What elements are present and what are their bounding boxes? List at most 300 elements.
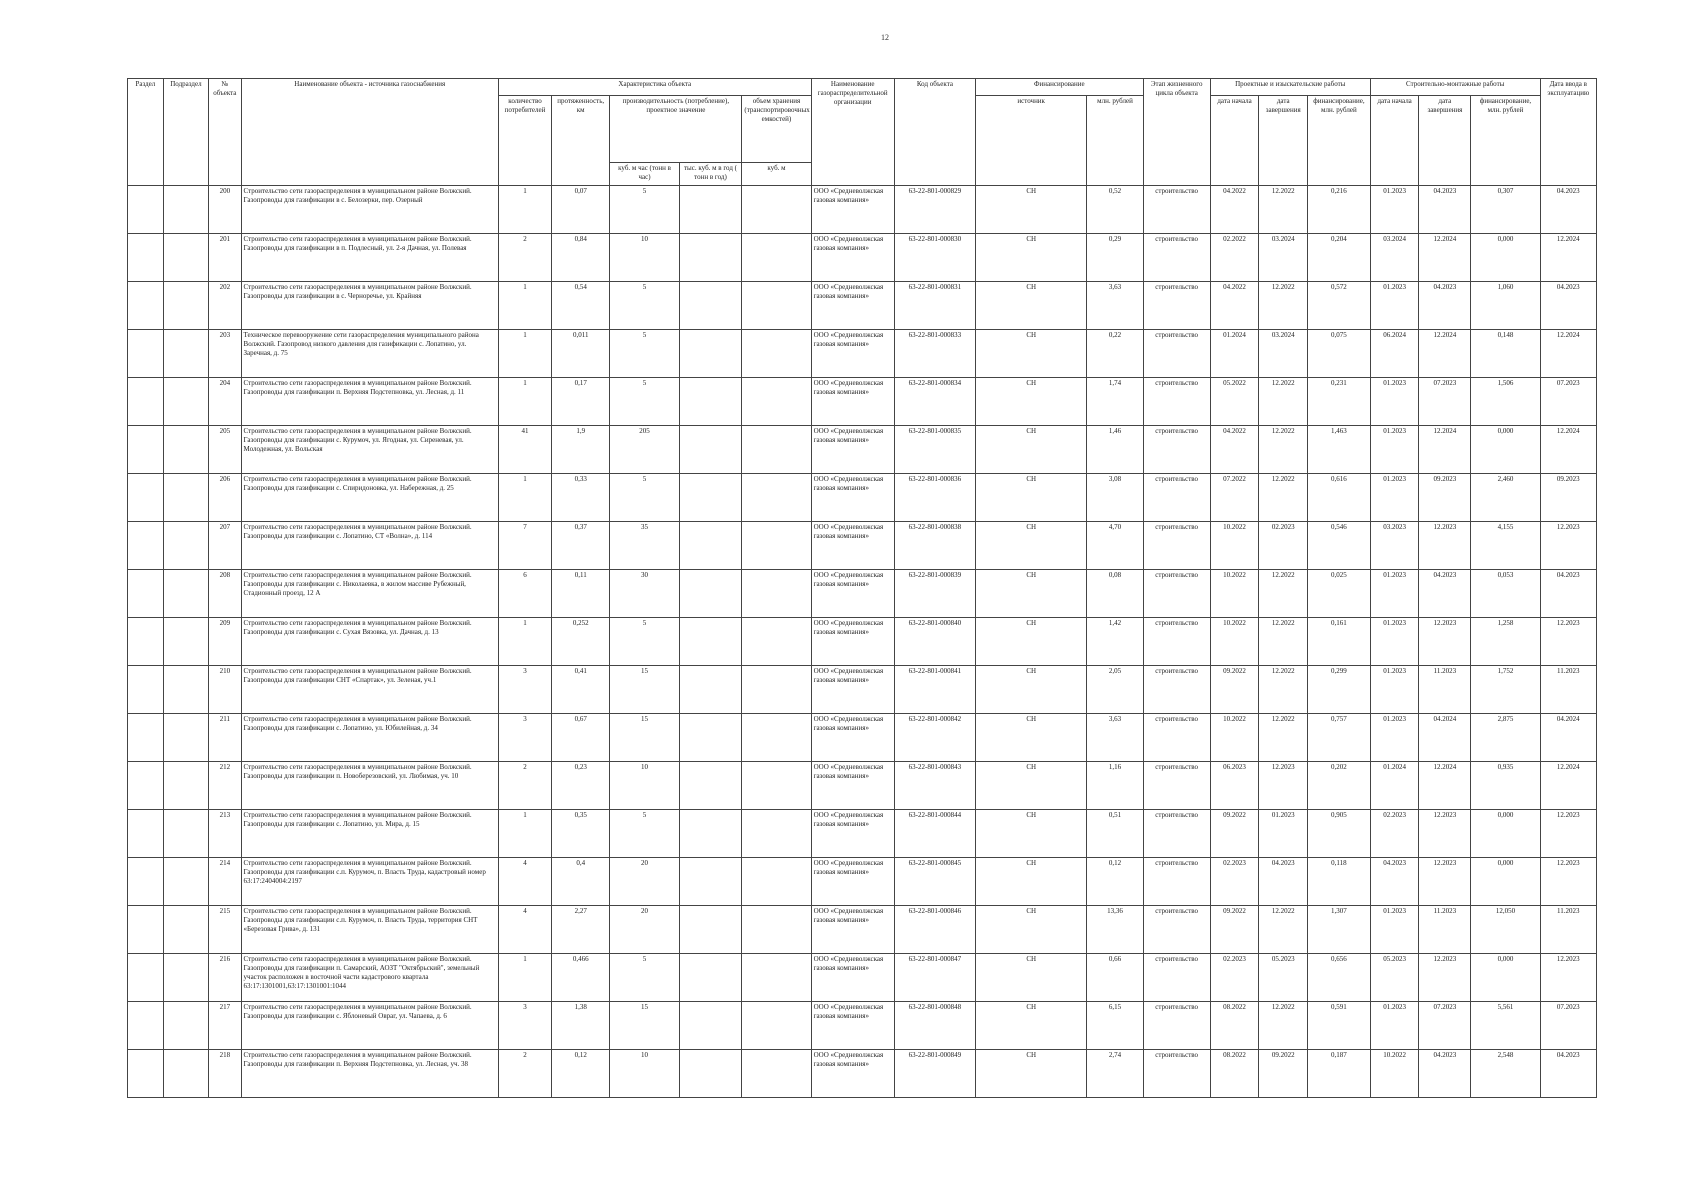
cell-consumers: 3 <box>499 1002 552 1050</box>
table-row <box>128 666 1597 714</box>
cell-fin-source: СН <box>975 426 1086 474</box>
header-construction-works: Строительно-монтажные работы <box>1370 79 1540 96</box>
cell-podrazdel <box>163 234 208 282</box>
header-lifecycle-stage: Этап жизненного цикла объекта <box>1143 79 1210 186</box>
header-capacity-hour: куб. м час (тонн в час) <box>610 163 679 186</box>
cell-commission-date: 12.2023 <box>1540 618 1596 666</box>
cell-object-name: Строительство сети газораспределения в муниципальном районе Волжский. Газопроводы для газификации с. Лопатино, ул. Юбилейная, д. 34 <box>241 714 498 762</box>
cell-capacity-hour: 5 <box>610 954 679 1002</box>
cell-fin-mln: 1,16 <box>1087 762 1143 810</box>
cell-design-start: 10.2022 <box>1210 570 1259 618</box>
cell-construction-fin: 1,506 <box>1471 378 1540 426</box>
cell-construction-fin: 2,548 <box>1471 1050 1540 1098</box>
cell-object-number: 204 <box>209 378 241 426</box>
header-design-works: Проектные и изыскательские работы <box>1210 79 1370 96</box>
cell-construction-start: 10.2022 <box>1370 1050 1419 1098</box>
cell-design-fin: 1,463 <box>1308 426 1371 474</box>
cell-construction-start: 05.2023 <box>1370 954 1419 1002</box>
cell-object-number: 209 <box>209 618 241 666</box>
cell-storage <box>742 474 811 522</box>
cell-design-end: 12.2022 <box>1259 666 1308 714</box>
cell-organization: ООО «Средневолжская газовая компания» <box>811 906 894 954</box>
cell-razdel <box>128 666 164 714</box>
cell-capacity-hour: 30 <box>610 570 679 618</box>
cell-object-code: 63-22-801-000833 <box>894 330 975 378</box>
cell-capacity-year <box>679 234 742 282</box>
cell-design-fin: 0,216 <box>1308 186 1371 234</box>
header-organization: Наименование газораспределительной организации <box>811 79 894 186</box>
cell-design-start: 10.2022 <box>1210 714 1259 762</box>
cell-organization: ООО «Средневолжская газовая компания» <box>811 426 894 474</box>
cell-design-fin: 0,204 <box>1308 234 1371 282</box>
cell-organization: ООО «Средневолжская газовая компания» <box>811 330 894 378</box>
cell-object-number: 202 <box>209 282 241 330</box>
cell-design-start: 01.2024 <box>1210 330 1259 378</box>
cell-object-number: 200 <box>209 186 241 234</box>
cell-consumers: 2 <box>499 234 552 282</box>
cell-fin-mln: 2,05 <box>1087 666 1143 714</box>
cell-construction-end: 11.2023 <box>1419 666 1471 714</box>
cell-commission-date: 12.2023 <box>1540 858 1596 906</box>
cell-lifecycle-stage: строительство <box>1143 186 1210 234</box>
cell-object-number: 218 <box>209 1050 241 1098</box>
cell-object-name: Строительство сети газораспределения в муниципальном районе Волжский. Газопроводы для газификации с. Лопатино, СТ «Волна», д. 114 <box>241 522 498 570</box>
table-row <box>128 1050 1597 1098</box>
objects-table <box>127 78 1597 1098</box>
cell-capacity-year <box>679 474 742 522</box>
cell-lifecycle-stage: строительство <box>1143 714 1210 762</box>
cell-design-fin: 0,905 <box>1308 810 1371 858</box>
cell-podrazdel <box>163 378 208 426</box>
cell-organization: ООО «Средневолжская газовая компания» <box>811 570 894 618</box>
cell-razdel <box>128 570 164 618</box>
cell-construction-fin: 0,307 <box>1471 186 1540 234</box>
cell-design-start: 04.2022 <box>1210 426 1259 474</box>
cell-object-name: Строительство сети газораспределения в муниципальном районе Волжский. Газопроводы для газификации с. Николаевка, в жилом массиве Рубежный, Стадионный проезд, 12 А <box>241 570 498 618</box>
cell-construction-fin: 0,000 <box>1471 810 1540 858</box>
cell-organization: ООО «Средневолжская газовая компания» <box>811 618 894 666</box>
cell-design-start: 05.2022 <box>1210 378 1259 426</box>
cell-design-fin: 0,572 <box>1308 282 1371 330</box>
cell-organization: ООО «Средневолжская газовая компания» <box>811 1002 894 1050</box>
cell-object-code: 63-22-801-000842 <box>894 714 975 762</box>
cell-capacity-hour: 5 <box>610 330 679 378</box>
cell-fin-mln: 0,29 <box>1087 234 1143 282</box>
cell-design-end: 12.2022 <box>1259 570 1308 618</box>
table-row <box>128 762 1597 810</box>
cell-object-number: 211 <box>209 714 241 762</box>
cell-design-fin: 0,187 <box>1308 1050 1371 1098</box>
cell-razdel <box>128 474 164 522</box>
cell-fin-mln: 13,36 <box>1087 906 1143 954</box>
cell-object-code: 63-22-801-000841 <box>894 666 975 714</box>
cell-construction-fin: 0,000 <box>1471 234 1540 282</box>
cell-consumers: 1 <box>499 474 552 522</box>
cell-lifecycle-stage: строительство <box>1143 378 1210 426</box>
cell-storage <box>742 426 811 474</box>
header-length: протяженность, км <box>552 96 610 186</box>
cell-object-code: 63-22-801-000831 <box>894 282 975 330</box>
cell-design-start: 09.2022 <box>1210 810 1259 858</box>
cell-fin-mln: 0,52 <box>1087 186 1143 234</box>
cell-object-code: 63-22-801-000843 <box>894 762 975 810</box>
cell-design-fin: 0,616 <box>1308 474 1371 522</box>
cell-length: 0,37 <box>552 522 610 570</box>
cell-construction-fin: 5,561 <box>1471 1002 1540 1050</box>
table-body <box>128 186 1597 1098</box>
cell-capacity-hour: 35 <box>610 522 679 570</box>
cell-design-fin: 0,025 <box>1308 570 1371 618</box>
cell-object-number: 210 <box>209 666 241 714</box>
cell-storage <box>742 378 811 426</box>
cell-fin-mln: 4,70 <box>1087 522 1143 570</box>
cell-lifecycle-stage: строительство <box>1143 282 1210 330</box>
cell-design-end: 09.2022 <box>1259 1050 1308 1098</box>
cell-fin-source: СН <box>975 570 1086 618</box>
cell-lifecycle-stage: строительство <box>1143 1002 1210 1050</box>
cell-podrazdel <box>163 1002 208 1050</box>
cell-construction-end: 12.2023 <box>1419 522 1471 570</box>
table-row <box>128 426 1597 474</box>
cell-podrazdel <box>163 1050 208 1098</box>
cell-design-start: 09.2022 <box>1210 906 1259 954</box>
cell-length: 0,67 <box>552 714 610 762</box>
cell-construction-start: 01.2023 <box>1370 186 1419 234</box>
cell-storage <box>742 666 811 714</box>
cell-capacity-year <box>679 522 742 570</box>
cell-razdel <box>128 1002 164 1050</box>
cell-design-end: 04.2023 <box>1259 858 1308 906</box>
cell-fin-mln: 1,74 <box>1087 378 1143 426</box>
cell-object-number: 213 <box>209 810 241 858</box>
cell-podrazdel <box>163 810 208 858</box>
cell-object-code: 63-22-801-000844 <box>894 810 975 858</box>
cell-construction-end: 04.2023 <box>1419 570 1471 618</box>
cell-fin-mln: 1,42 <box>1087 618 1143 666</box>
cell-commission-date: 12.2024 <box>1540 234 1596 282</box>
cell-capacity-year <box>679 810 742 858</box>
cell-design-fin: 0,591 <box>1308 1002 1371 1050</box>
cell-construction-end: 07.2023 <box>1419 378 1471 426</box>
cell-design-start: 02.2023 <box>1210 954 1259 1002</box>
cell-construction-end: 09.2023 <box>1419 474 1471 522</box>
cell-consumers: 6 <box>499 570 552 618</box>
cell-storage <box>742 954 811 1002</box>
cell-podrazdel <box>163 570 208 618</box>
cell-fin-source: СН <box>975 714 1086 762</box>
cell-design-end: 12.2022 <box>1259 378 1308 426</box>
header-construction-fin: финансирование, млн. рублей <box>1471 96 1540 186</box>
header-capacity: производительность (потребление), проектное значение <box>610 96 742 163</box>
cell-storage <box>742 714 811 762</box>
cell-commission-date: 12.2024 <box>1540 426 1596 474</box>
cell-capacity-hour: 10 <box>610 1050 679 1098</box>
header-razdel: Раздел <box>128 79 164 186</box>
cell-length: 0,35 <box>552 810 610 858</box>
table-row <box>128 714 1597 762</box>
cell-lifecycle-stage: строительство <box>1143 810 1210 858</box>
cell-object-code: 63-22-801-000836 <box>894 474 975 522</box>
cell-consumers: 41 <box>499 426 552 474</box>
cell-object-name: Строительство сети газораспределения в муниципальном районе Волжский. Газопроводы для газификации СНТ «Спартак», ул. Зеленая, уч.1 <box>241 666 498 714</box>
cell-consumers: 7 <box>499 522 552 570</box>
cell-construction-start: 01.2023 <box>1370 906 1419 954</box>
cell-construction-start: 03.2024 <box>1370 234 1419 282</box>
cell-construction-end: 12.2023 <box>1419 954 1471 1002</box>
table-row <box>128 522 1597 570</box>
table-row <box>128 618 1597 666</box>
cell-object-code: 63-22-801-000847 <box>894 954 975 1002</box>
cell-object-number: 205 <box>209 426 241 474</box>
cell-design-end: 12.2022 <box>1259 618 1308 666</box>
cell-object-name: Строительство сети газораспределения в муниципальном районе Волжский. Газопроводы для газификации п. Новоберезовский, ул. Любимая, уч. 10 <box>241 762 498 810</box>
cell-construction-end: 11.2023 <box>1419 906 1471 954</box>
cell-object-number: 212 <box>209 762 241 810</box>
cell-capacity-hour: 5 <box>610 378 679 426</box>
cell-podrazdel <box>163 474 208 522</box>
cell-object-code: 63-22-801-000839 <box>894 570 975 618</box>
cell-fin-source: СН <box>975 378 1086 426</box>
cell-capacity-year <box>679 714 742 762</box>
cell-length: 0,17 <box>552 378 610 426</box>
header-financing: Финансирование <box>975 79 1143 96</box>
cell-fin-source: СН <box>975 282 1086 330</box>
cell-podrazdel <box>163 906 208 954</box>
cell-organization: ООО «Средневолжская газовая компания» <box>811 714 894 762</box>
cell-construction-start: 01.2023 <box>1370 378 1419 426</box>
cell-fin-mln: 2,74 <box>1087 1050 1143 1098</box>
cell-razdel <box>128 378 164 426</box>
cell-construction-fin: 0,000 <box>1471 954 1540 1002</box>
cell-object-name: Строительство сети газораспределения в муниципальном районе Волжский. Газопроводы для газификации с. Яблоневый Овраг, ул. Чапаева, д. 6 <box>241 1002 498 1050</box>
cell-storage <box>742 762 811 810</box>
cell-storage <box>742 1002 811 1050</box>
cell-length: 0,23 <box>552 762 610 810</box>
cell-fin-mln: 0,12 <box>1087 858 1143 906</box>
cell-length: 0,4 <box>552 858 610 906</box>
cell-podrazdel <box>163 426 208 474</box>
cell-object-code: 63-22-801-000835 <box>894 426 975 474</box>
cell-construction-start: 06.2024 <box>1370 330 1419 378</box>
table-row <box>128 474 1597 522</box>
cell-design-end: 12.2022 <box>1259 714 1308 762</box>
cell-lifecycle-stage: строительство <box>1143 666 1210 714</box>
cell-object-name: Строительство сети газораспределения в муниципальном районе Волжский. Газопроводы для газификации в с. Белозерки, пер. Озерный <box>241 186 498 234</box>
cell-organization: ООО «Средневолжская газовая компания» <box>811 522 894 570</box>
cell-commission-date: 04.2023 <box>1540 282 1596 330</box>
header-fin-mln: млн. рублей <box>1087 96 1143 186</box>
cell-organization: ООО «Средневолжская газовая компания» <box>811 186 894 234</box>
cell-construction-end: 04.2023 <box>1419 186 1471 234</box>
cell-commission-date: 07.2023 <box>1540 378 1596 426</box>
cell-length: 0,84 <box>552 234 610 282</box>
cell-consumers: 1 <box>499 186 552 234</box>
cell-design-end: 03.2024 <box>1259 234 1308 282</box>
cell-construction-fin: 0,000 <box>1471 426 1540 474</box>
cell-construction-fin: 12,050 <box>1471 906 1540 954</box>
cell-length: 0,11 <box>552 570 610 618</box>
cell-capacity-year <box>679 330 742 378</box>
cell-length: 0,54 <box>552 282 610 330</box>
cell-construction-end: 04.2023 <box>1419 1050 1471 1098</box>
cell-design-end: 02.2023 <box>1259 522 1308 570</box>
cell-construction-end: 12.2024 <box>1419 426 1471 474</box>
cell-construction-start: 01.2023 <box>1370 618 1419 666</box>
cell-construction-fin: 2,460 <box>1471 474 1540 522</box>
cell-object-name: Строительство сети газораспределения в муниципальном районе Волжский. Газопроводы для газификации с.п. Курумоч, п. Власть Труда, территория СНТ «Березовая Грива», д. 131 <box>241 906 498 954</box>
cell-construction-fin: 1,752 <box>1471 666 1540 714</box>
header-storage-unit: куб. м <box>742 163 811 186</box>
cell-lifecycle-stage: строительство <box>1143 858 1210 906</box>
cell-capacity-hour: 5 <box>610 186 679 234</box>
header-design-start: дата начала <box>1210 96 1259 186</box>
cell-fin-source: СН <box>975 1050 1086 1098</box>
cell-capacity-hour: 5 <box>610 474 679 522</box>
cell-construction-end: 12.2023 <box>1419 858 1471 906</box>
cell-length: 1,9 <box>552 426 610 474</box>
cell-design-end: 01.2023 <box>1259 810 1308 858</box>
cell-construction-fin: 0,000 <box>1471 858 1540 906</box>
cell-capacity-year <box>679 1002 742 1050</box>
cell-podrazdel <box>163 666 208 714</box>
cell-razdel <box>128 186 164 234</box>
cell-construction-fin: 2,875 <box>1471 714 1540 762</box>
header-commission-date: Дата ввода в эксплуатацию <box>1540 79 1596 186</box>
cell-organization: ООО «Средневолжская газовая компания» <box>811 762 894 810</box>
cell-consumers: 3 <box>499 666 552 714</box>
cell-construction-end: 12.2024 <box>1419 234 1471 282</box>
cell-storage <box>742 906 811 954</box>
cell-object-number: 208 <box>209 570 241 618</box>
cell-razdel <box>128 522 164 570</box>
cell-storage <box>742 186 811 234</box>
cell-construction-start: 01.2023 <box>1370 474 1419 522</box>
table-row <box>128 186 1597 234</box>
cell-construction-end: 12.2023 <box>1419 810 1471 858</box>
cell-lifecycle-stage: строительство <box>1143 762 1210 810</box>
cell-design-start: 10.2022 <box>1210 618 1259 666</box>
cell-design-end: 12.2022 <box>1259 282 1308 330</box>
cell-fin-source: СН <box>975 954 1086 1002</box>
cell-consumers: 1 <box>499 618 552 666</box>
cell-storage <box>742 330 811 378</box>
cell-consumers: 2 <box>499 762 552 810</box>
cell-fin-mln: 0,22 <box>1087 330 1143 378</box>
cell-lifecycle-stage: строительство <box>1143 426 1210 474</box>
cell-construction-end: 12.2024 <box>1419 330 1471 378</box>
cell-design-fin: 0,075 <box>1308 330 1371 378</box>
cell-razdel <box>128 954 164 1002</box>
cell-design-start: 08.2022 <box>1210 1002 1259 1050</box>
cell-consumers: 1 <box>499 954 552 1002</box>
cell-object-code: 63-22-801-000848 <box>894 1002 975 1050</box>
cell-object-code: 63-22-801-000840 <box>894 618 975 666</box>
cell-commission-date: 12.2024 <box>1540 330 1596 378</box>
cell-consumers: 3 <box>499 714 552 762</box>
cell-lifecycle-stage: строительство <box>1143 570 1210 618</box>
cell-capacity-year <box>679 570 742 618</box>
cell-consumers: 1 <box>499 330 552 378</box>
cell-fin-mln: 0,66 <box>1087 954 1143 1002</box>
cell-object-code: 63-22-801-000829 <box>894 186 975 234</box>
table-row <box>128 954 1597 1002</box>
cell-consumers: 1 <box>499 810 552 858</box>
header-design-end: дата завершения <box>1259 96 1308 186</box>
cell-length: 0,011 <box>552 330 610 378</box>
cell-lifecycle-stage: строительство <box>1143 522 1210 570</box>
cell-podrazdel <box>163 522 208 570</box>
cell-construction-start: 03.2023 <box>1370 522 1419 570</box>
table-header <box>128 79 1597 186</box>
cell-razdel <box>128 426 164 474</box>
cell-object-code: 63-22-801-000834 <box>894 378 975 426</box>
cell-fin-source: СН <box>975 234 1086 282</box>
cell-design-fin: 0,118 <box>1308 858 1371 906</box>
cell-fin-source: СН <box>975 906 1086 954</box>
cell-construction-start: 02.2023 <box>1370 810 1419 858</box>
cell-construction-fin: 0,053 <box>1471 570 1540 618</box>
cell-design-start: 10.2022 <box>1210 522 1259 570</box>
cell-construction-fin: 4,155 <box>1471 522 1540 570</box>
table-row <box>128 906 1597 954</box>
cell-capacity-year <box>679 858 742 906</box>
cell-object-name: Техническое перевооружение сети газораспределения муниципального района Волжский. Газопровод низкого давления для газификации с. Лопатино, ул. Заречная, д. 75 <box>241 330 498 378</box>
cell-fin-source: СН <box>975 1002 1086 1050</box>
cell-construction-start: 01.2023 <box>1370 666 1419 714</box>
cell-consumers: 2 <box>499 1050 552 1098</box>
header-storage: объем хранения (транспортировочных емкостей) <box>742 96 811 163</box>
cell-capacity-hour: 10 <box>610 234 679 282</box>
cell-construction-end: 04.2023 <box>1419 282 1471 330</box>
cell-capacity-hour: 20 <box>610 858 679 906</box>
cell-design-fin: 0,299 <box>1308 666 1371 714</box>
cell-design-fin: 0,656 <box>1308 954 1371 1002</box>
cell-object-name: Строительство сети газораспределения в муниципальном районе Волжский. Газопроводы для газификации с.п. Курумоч, п. Власть Труда, кадастровый номер 63:17:2404004:2197 <box>241 858 498 906</box>
cell-length: 0,07 <box>552 186 610 234</box>
cell-fin-source: СН <box>975 522 1086 570</box>
cell-storage <box>742 810 811 858</box>
header-object-name: Наименование объекта - источника газоснабжения <box>241 79 498 186</box>
cell-capacity-year <box>679 186 742 234</box>
cell-object-code: 63-22-801-000838 <box>894 522 975 570</box>
cell-lifecycle-stage: строительство <box>1143 618 1210 666</box>
cell-commission-date: 04.2023 <box>1540 570 1596 618</box>
cell-design-start: 02.2022 <box>1210 234 1259 282</box>
cell-object-name: Строительство сети газораспределения в муниципальном районе Волжский. Газопроводы для газификации п. Верхняя Подстепновка, ул. Лесная, д. 11 <box>241 378 498 426</box>
table-row <box>128 1002 1597 1050</box>
cell-organization: ООО «Средневолжская газовая компания» <box>811 378 894 426</box>
cell-fin-source: СН <box>975 810 1086 858</box>
cell-construction-start: 01.2023 <box>1370 1002 1419 1050</box>
cell-design-end: 12.2022 <box>1259 1002 1308 1050</box>
cell-construction-fin: 1,060 <box>1471 282 1540 330</box>
cell-length: 0,33 <box>552 474 610 522</box>
cell-storage <box>742 234 811 282</box>
table-row <box>128 234 1597 282</box>
cell-object-name: Строительство сети газораспределения в муниципальном районе Волжский. Газопроводы для газификации с. Спиридоновка, ул. Набережная, д. 25 <box>241 474 498 522</box>
cell-capacity-year <box>679 954 742 1002</box>
cell-object-name: Строительство сети газораспределения в муниципальном районе Волжский. Газопроводы для газификации в с. Черноречье, ул. Крайняя <box>241 282 498 330</box>
cell-length: 0,252 <box>552 618 610 666</box>
cell-organization: ООО «Средневолжская газовая компания» <box>811 666 894 714</box>
header-fin-source: источник <box>975 96 1086 186</box>
cell-consumers: 4 <box>499 906 552 954</box>
cell-organization: ООО «Средневолжская газовая компания» <box>811 234 894 282</box>
cell-razdel <box>128 858 164 906</box>
cell-object-number: 214 <box>209 858 241 906</box>
cell-razdel <box>128 762 164 810</box>
cell-commission-date: 09.2023 <box>1540 474 1596 522</box>
